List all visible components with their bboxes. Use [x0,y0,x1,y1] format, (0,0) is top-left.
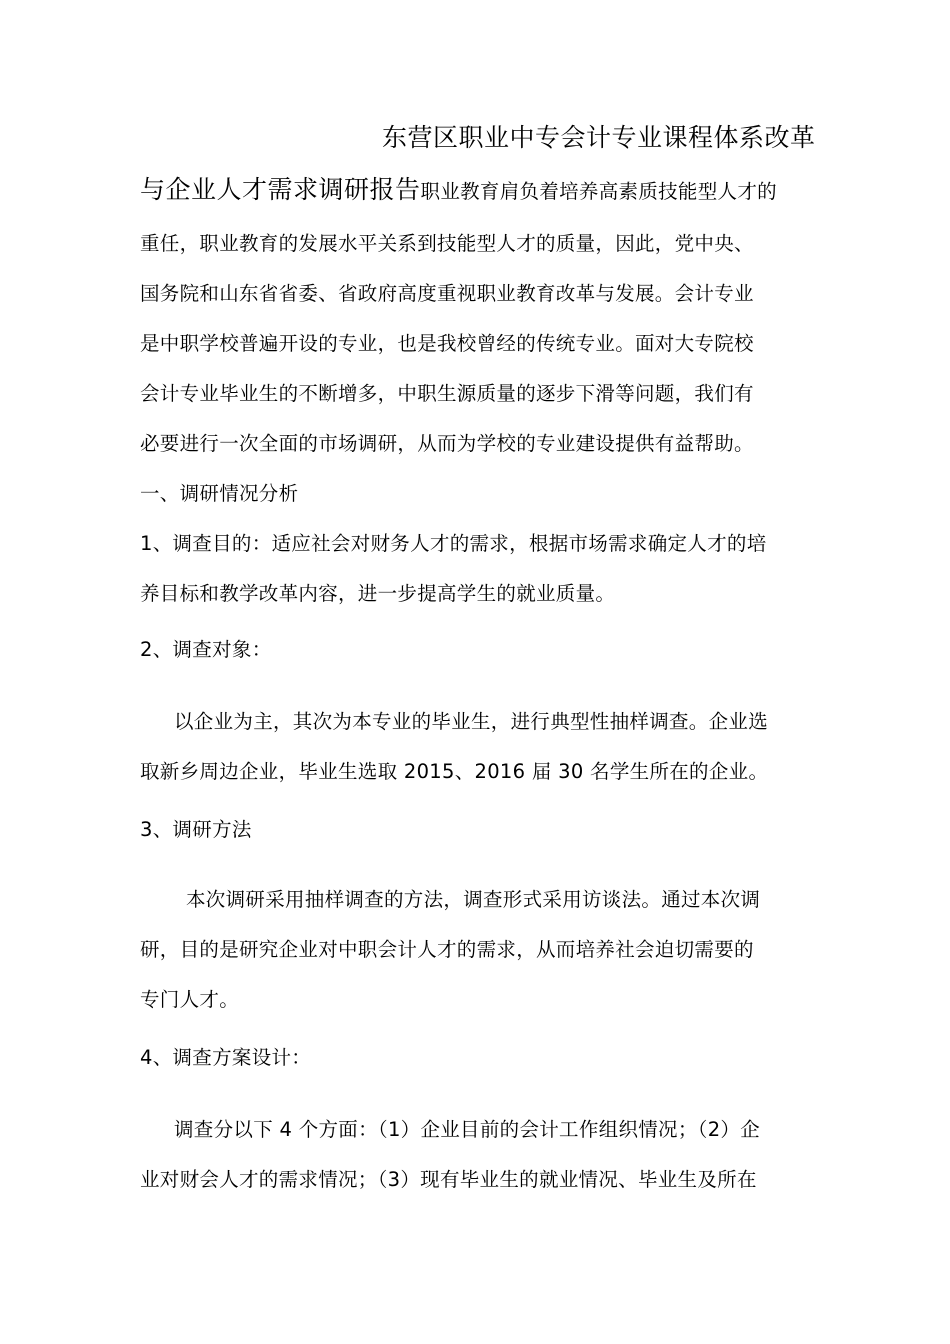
item3-line-2: 专门人才。 [140,988,240,1011]
item2-line-0: 以企业为主，其次为本专业的毕业生，进行典型性抽样调查。企业选 [174,710,769,733]
item2-line-1: 取新乡周边企业，毕业生选取 2015、2016 届 30 名学生所在的企业。 [140,760,769,783]
item4-line-1: 业对财会人才的需求情况；（3）现有毕业生的就业情况、毕业生及所在 [140,1168,757,1191]
section1-heading: 一、调研情况分析 [140,482,299,505]
intro-line-4: 会计专业毕业生的不断增多，中职生源质量的逐步下滑等问题，我们有 [140,382,754,405]
intro-line-1: 重任，职业教育的发展水平关系到技能型人才的质量，因此，党中央、 [140,232,754,255]
intro-line-5: 必要进行一次全面的市场调研，从而为学校的专业建设提供有益帮助。 [140,432,754,455]
intro-line-3: 是中职学校普遍开设的专业，也是我校曾经的传统专业。面对大专院校 [140,332,754,355]
intro-line-2: 国务院和山东省省委、省政府高度重视职业教育改革与发展。会计专业 [140,282,754,305]
item2-heading: 2、调查对象： [140,638,272,661]
item1-line-0: 1、调查目的：适应社会对财务人才的需求，根据市场需求确定人才的培 [140,532,767,555]
item4-heading: 4、调查方案设计： [140,1046,312,1069]
item3-line-1: 研，目的是研究企业对中职会计人才的需求，从而培养社会迫切需要的 [140,938,754,961]
item3-line-0: 本次调研采用抽样调查的方法，调查形式采用访谈法。通过本次调 [186,888,761,911]
title-intro-line [140,176,820,206]
title-line-2: 与企业人才需求调研报告 [140,175,421,204]
intro-line-0: 职业教育肩负着培养高素质技能型人才的 [420,180,777,203]
title-line-1: 东营区职业中专会计专业课程体系改革 [382,123,816,152]
item1-line-1: 养目标和教学改革内容，进一步提高学生的就业质量。 [140,582,616,605]
item3-heading: 3、调研方法 [140,818,252,841]
item4-line-0: 调查分以下 4 个方面：（1）企业目前的会计工作组织情况；（2）企 [174,1118,761,1141]
